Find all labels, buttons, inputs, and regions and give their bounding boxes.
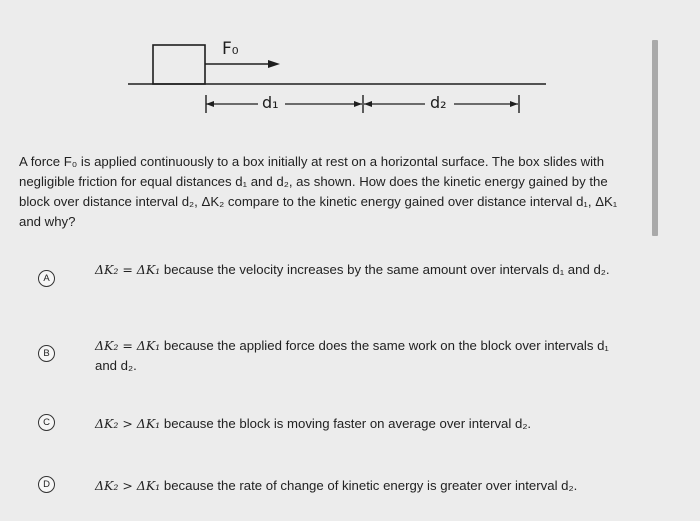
physics-diagram	[0, 0, 700, 135]
box	[153, 45, 205, 84]
option-c-text: because the block is moving faster on average over interval d₂.	[163, 416, 532, 431]
option-a-text: because the velocity increases by the same amount over intervals d₁ and d₂.	[163, 262, 610, 277]
option-a-relation: ΔK₂ = ΔK₁	[95, 262, 161, 277]
option-d-text: because the rate of change of kinetic energy is greater over interval d₂.	[163, 478, 578, 493]
d1-label: d₁	[262, 93, 279, 112]
force-label: F₀	[222, 39, 239, 59]
option-d-badge[interactable]: D	[38, 476, 55, 493]
option-d-relation: ΔK₂ > ΔK₁	[95, 478, 161, 493]
option-a-badge[interactable]: A	[38, 270, 55, 287]
scrollbar-thumb[interactable]	[652, 40, 658, 236]
option-c-relation: ΔK₂ > ΔK₁	[95, 416, 161, 431]
option-b-text: because the applied force does the same work on the block over intervals d₁ and d₂.	[95, 338, 609, 373]
force-arrowhead	[268, 60, 280, 68]
d2-label: d₂	[430, 93, 447, 112]
question-text: A force F₀ is applied continuously to a box initially at rest on a horizontal surface. The box slides with negligible friction for equal distances d₁ and d₂, as shown. How does the kinetic energy gained by the block over distance interval d₂, ΔK₂ compare to the kinetic energy gained over distance interval d₁, ΔK₁ and why?	[19, 154, 618, 229]
option-c-badge[interactable]: C	[38, 414, 55, 431]
option-b-badge[interactable]: B	[38, 345, 55, 362]
option-b-relation: ΔK₂ = ΔK₁	[95, 338, 161, 353]
